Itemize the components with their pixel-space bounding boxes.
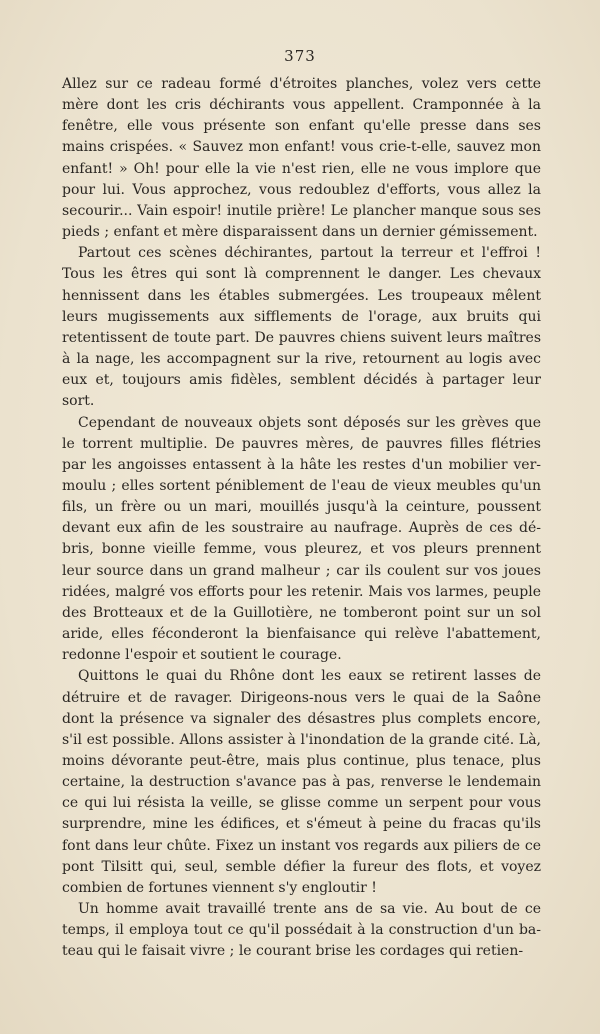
- text-block: [62, 74, 541, 963]
- paragraph-3: Cependant de nouveaux objets sont déposés sur les grèves que le torrent multiplie. De pauvres mères, de pauvres filles flétries par les angoisses entassent à la hâte les restes d'un mobilier vermoulu ; elles sortent péniblement de l'eau de vieux meubles qu'un fils, un frère ou un mari, mouillés jusqu'à la ceinture, poussent devant eux afin de les soustraire au naufrage. Auprès de ces débris, bonne vieille femme, vous pleurez, et vos pleurs prennent leur source dans un grand malheur ; car ils coulent sur vos joues ridées, malgré vos efforts pour les retenir. Mais vos larmes, peuple des Brotteaux et de la Guillotière, ne tomberont point sur un sol aride, elles féconderont la bienfaisance qui relève l'abattement, redonne l'espoir et soutient le courage.: [62, 414, 541, 664]
- paragraph-2: Partout ces scènes déchirantes, partout la terreur et l'effroi ! Tous les êtres qui sont là comprennent le danger. Les chevaux hennissent dans les étables submergées. Les troupeaux mêlent leurs mugissements aux sifflements de l'orage, aux bruits qui retentissent de toute part. De pauvres chiens suivent leurs maîtres à la nage, les accompagnent sur la rive, retournent au logis avec eux et, toujours amis fidèles, semblent décidés à partager leur sort.: [62, 245, 541, 410]
- paragraph-5: Un homme avait travaillé trente ans de sa vie. Au bout de ce temps, il employa tout ce qu'il possédait à la construction d'un bateau qui le faisait vivre ; le courant brise les cordages qui retien-: [62, 901, 541, 960]
- page-number: 373: [284, 47, 316, 65]
- paragraph-4: Quittons le quai du Rhône dont les eaux se retirent lasses de détruire et de ravager. Dirigeons-nous vers le quai de la Saône dont la présence va signaler des désastres plus complets encore, s'il est possible. Allons assister à l'inondation de la grande cité. Là, moins dévorante peut-être, mais plus continue, plus tenace, plus certaine, la destruction s'avance pas à pas, renverse le lendemain ce qui lui résista la veille, se glisse comme un serpent pour vous surprendre, mine les édifices, et s'émeut à peine du fracas qu'ils font dans leur chûte. Fixez un instant vos regards aux piliers de ce pont Tilsitt qui, seul, semble défier la fureur des flots, et voyez combien de fortunes viennent s'y engloutir !: [62, 668, 541, 896]
- paragraph-1: Allez sur ce radeau formé d'étroites planches, volez vers cette mère dont les cris déchirants vous appellent. Cramponnée à la fenêtre, elle vous présente son enfant qu'elle presse dans ses mains crispées. « Sauvez mon enfant! vous crie-t-elle, sauvez mon enfant! » Oh! pour elle la vie n'est rien, elle ne vous implore que pour lui. Vous approchez, vous redoublez d'efforts, vous allez la secourir... Vain espoir! inutile prière! Le plancher manque sous ses pieds ; enfant et mère disparaissent dans un dernier gémissement.: [62, 76, 541, 241]
